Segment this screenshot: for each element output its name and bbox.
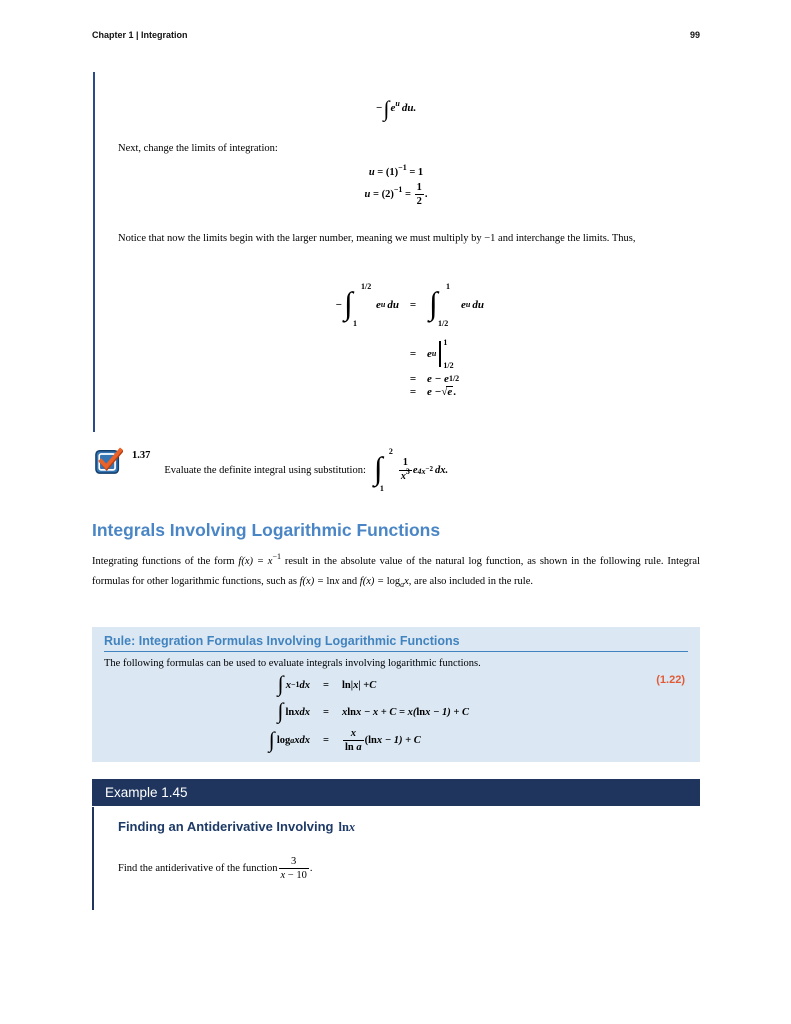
evaluation-bar: 1 1/2 — [437, 340, 454, 368]
derivation-block — [325, 282, 484, 399]
checkpoint-prompt: Evaluate the definite integral using substitution: — [164, 464, 366, 476]
minus-sign: − — [335, 299, 343, 311]
checkpoint-number: 1.37 — [132, 450, 151, 461]
equation-neg-integral-eu: $-\int e^u$ du. — [375, 96, 417, 121]
chapter-title: Chapter 1 | Integration — [92, 30, 188, 40]
example-header-bar — [92, 779, 700, 806]
notice-paragraph: Notice that now the limits begin with the larger number, meaning we must multiply by −1 and interchange the limits. Thus, — [118, 233, 636, 244]
formula-row-1: ∫ x −1 dx = ln | x | + C — [277, 671, 377, 696]
derivation-row-3: = e − e 1/2 — [409, 373, 460, 385]
integral-with-limits: ∫ 2 1 — [373, 447, 393, 493]
rule-title: Rule: Integration Formulas Involving Logarithmic Functions — [104, 634, 688, 652]
derivation-row-4: = e − √ e . — [409, 386, 456, 399]
fraction-one-over-x-cubed: $\frac{1}{x^3}$ — [400, 457, 410, 482]
example-subtitle: Finding an Antiderivative Involving lnx — [118, 819, 356, 834]
fraction-x-over-ln-a: $\frac{x}{\text{ln a}}$ — [345, 728, 362, 754]
rule-formulas — [104, 671, 688, 754]
fraction-3-over-x-minus-10: $\frac{3}{x - 10}$ — [280, 856, 307, 882]
u-substitution-equations — [92, 163, 700, 211]
derivation-row-1: − ∫ 1/2 1 e u du = ∫ 1 1/2 e u du — [335, 282, 484, 328]
derivation-row-2: = e u 1 1/2 — [409, 338, 454, 370]
example-body: Find the antiderivative of the function $\frac{3}{x - 10}$ . — [118, 856, 313, 882]
example-continuation-rule — [93, 72, 95, 432]
example-left-rule — [92, 807, 94, 910]
section-heading: Integrals Involving Logarithmic Functions — [92, 520, 441, 540]
formula-row-3: ∫ log a x dx = $\frac{x}{\text{ln a}}$ ( ln x − 1) + C — [268, 726, 421, 754]
inline-math-lnx: lnx — [338, 820, 356, 834]
u-equation-1: $u = (1)^{-1} = 1$ — [368, 163, 424, 178]
example-label: Example 1.45 — [105, 785, 188, 800]
checkpoint-checkbox-icon — [95, 447, 123, 475]
limits-intro-text: Next, change the limits of integration: — [118, 143, 278, 154]
integral-sign: ∫ — [383, 96, 390, 121]
integral-with-limits: ∫ 1 1/2 — [429, 282, 450, 328]
formula-row-2: ∫ ln x dx = x ln x − x + C = x( ln x − 1) + C — [277, 698, 469, 723]
rule-intro: The following formulas can be used to evaluate integrals involving logarithmic functions. — [104, 658, 481, 669]
equation-number: (1.22) — [656, 674, 685, 686]
minus-sign: − — [375, 102, 383, 114]
fraction-one-half: $\frac{1}{2}$ — [416, 182, 422, 208]
integral-sign: ∫ — [277, 698, 284, 723]
rule-box — [92, 627, 700, 762]
checkpoint-1-37 — [95, 447, 448, 493]
integral-with-limits: ∫ 1/2 1 — [344, 282, 372, 328]
running-head — [92, 30, 700, 40]
page-number: 99 — [689, 30, 700, 40]
checkpoint-integral: ∫ 2 1 $\frac{1}{x^3}$ e $4x^{-2}$ dx. — [373, 447, 449, 493]
section-paragraph: Integrating functions of the form $f(x) = x^{-1}$ result in the absolute value of the natural log function, as shown in the following rule. Integral formulas for other logarithmic functions, such as f(x) = lnx and $f(x) = \log_ax$, are also included in the rule. — [92, 552, 700, 589]
integral-sign: ∫ — [277, 671, 284, 696]
u-equation-2: $u = (2)^{-1}$ = $\frac{1}{2}$ . — [364, 182, 428, 208]
checkpoint-content — [164, 447, 448, 493]
integral-sign: ∫ — [268, 726, 275, 752]
radical-sign: √ — [441, 386, 448, 399]
